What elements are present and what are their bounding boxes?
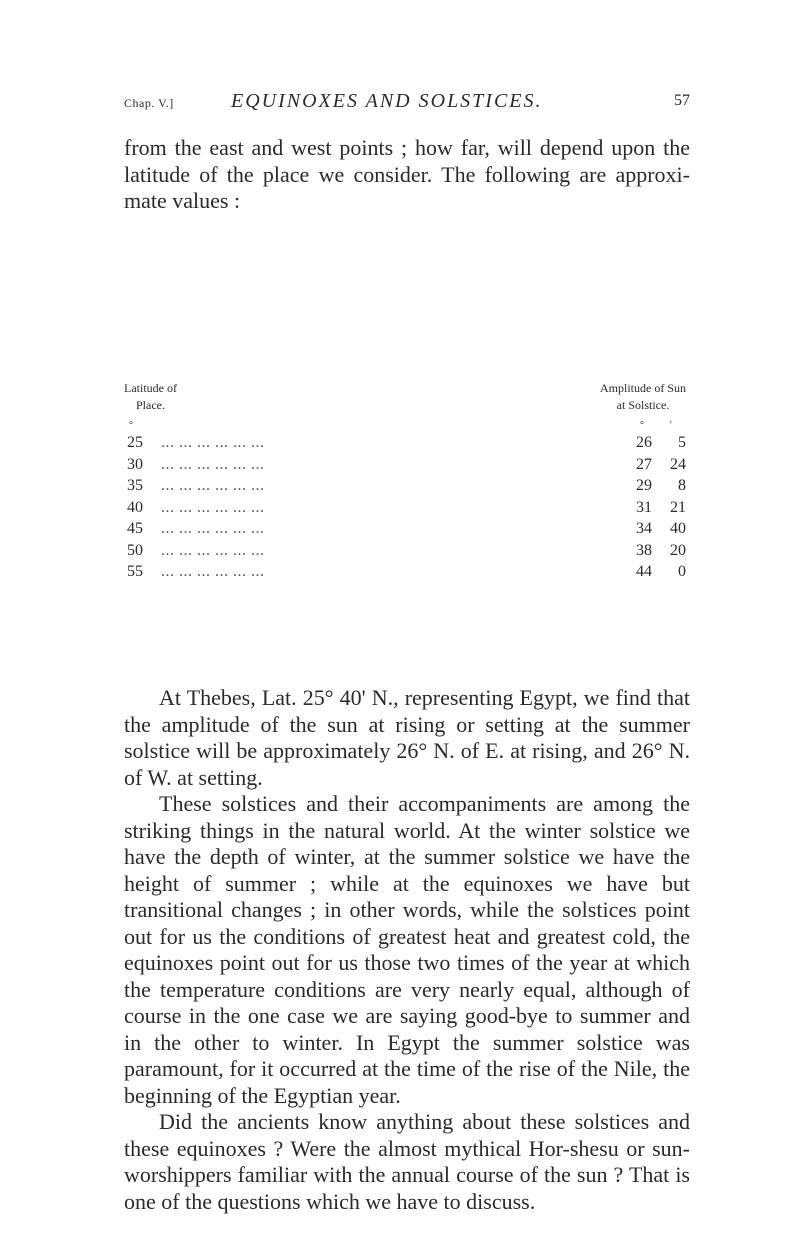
lat-degree-mark: ° xyxy=(129,420,133,431)
paragraph-thebes: At Thebes, Lat. 25° 40' N., representing Egypt, we find that the amplitude of the sun at rising or setting at the summer solstice will be approximately 26° N. of E. at rising, and 26° N. of W. at setting. xyxy=(124,685,690,790)
page-number: 57 xyxy=(674,92,690,109)
table-row xyxy=(124,520,690,542)
chapter-label: Chap. V.] xyxy=(124,96,174,110)
leader-dots: ... ... ... ... ... ... xyxy=(161,520,265,537)
amp-minute-mark: ' xyxy=(670,420,672,431)
amplitude-table xyxy=(124,380,690,585)
amplitude-degrees-cell: 34 xyxy=(636,520,652,537)
running-title: EQUINOXES AND SOLSTICES. xyxy=(231,90,543,112)
leader-dots: ... ... ... ... ... ... xyxy=(161,477,265,494)
table-row xyxy=(124,456,690,478)
amplitude-degrees-cell: 44 xyxy=(636,563,652,580)
amp-degree-mark: ° xyxy=(640,420,644,431)
amplitude-minutes-cell: 24 xyxy=(670,455,686,473)
leader-dots: ... ... ... ... ... ... xyxy=(161,563,265,580)
amplitude-degrees-cell: 29 xyxy=(636,477,652,494)
latitude-header-line1: Latitude of xyxy=(124,381,177,395)
latitude-header xyxy=(124,380,177,414)
amplitude-header xyxy=(600,380,686,414)
amplitude-minutes-cell: 8 xyxy=(678,477,686,494)
amplitude-minutes-cell: 0 xyxy=(678,563,686,580)
table-row xyxy=(124,542,690,564)
table-row xyxy=(124,477,690,499)
latitude-cell: 40 xyxy=(127,498,143,516)
latitude-header-line2: Place. xyxy=(136,398,165,412)
amplitude-minutes-cell: 40 xyxy=(670,520,686,537)
table-header xyxy=(124,380,690,420)
intro-paragraph xyxy=(124,135,690,215)
page-header xyxy=(124,90,690,118)
leader-dots: ... ... ... ... ... ... xyxy=(161,455,265,473)
table-row xyxy=(124,499,690,521)
amplitude-minutes-cell: 5 xyxy=(678,434,686,451)
paragraph-solstices: These solstices and their accompaniments are among the striking things in the natural world. At the winter solstice we have the depth of winter, at the summer solstice we have the height of summer ; while at the equinoxes we have but transitional changes ; in other words, while the solstices point out for us the conditions of greatest heat and greatest cold, the equinoxes point out for us those two times of the year at which the temperature conditions are very nearly equal, although of course in the one case we are saying good-bye to summer and in the other to winter. In Egypt the summer solstice was paramount, for it occurred at the time of the rise of the Nile, the beginning of the Egyptian year. xyxy=(124,791,690,1108)
amplitude-minutes-cell: 21 xyxy=(670,498,686,516)
latitude-cell: 50 xyxy=(127,541,143,559)
leader-dots: ... ... ... ... ... ... xyxy=(161,434,265,451)
amplitude-header-line1: Amplitude of Sun xyxy=(600,381,686,395)
body-text xyxy=(124,685,690,1215)
intro-text: from the east and west points ; how far, will depend upon the latitude of the place we consider. The following are approxi- mate values : xyxy=(124,135,690,213)
table-body xyxy=(124,434,690,585)
leader-dots: ... ... ... ... ... ... xyxy=(161,541,265,559)
table-row xyxy=(124,434,690,456)
amplitude-degrees-cell: 27 xyxy=(636,455,652,473)
amplitude-header-line2: at Solstice. xyxy=(616,398,670,412)
unit-row xyxy=(124,420,690,434)
latitude-cell: 25 xyxy=(127,434,143,451)
latitude-cell: 35 xyxy=(127,477,143,494)
paragraph-ancients: Did the ancients know anything about these solstices and these equinoxes ? Were the almost mythical Hor-shesu or sun-worshippers familiar with the annual course of the sun ? That is one of the questions which we have to discuss. xyxy=(124,1109,690,1214)
amplitude-degrees-cell: 26 xyxy=(636,434,652,451)
table-row xyxy=(124,563,690,585)
latitude-cell: 30 xyxy=(127,455,143,473)
latitude-cell: 55 xyxy=(127,563,143,580)
leader-dots: ... ... ... ... ... ... xyxy=(161,498,265,516)
latitude-cell: 45 xyxy=(127,520,143,537)
amplitude-degrees-cell: 38 xyxy=(636,541,652,559)
amplitude-minutes-cell: 20 xyxy=(670,541,686,559)
amplitude-degrees-cell: 31 xyxy=(636,498,652,516)
